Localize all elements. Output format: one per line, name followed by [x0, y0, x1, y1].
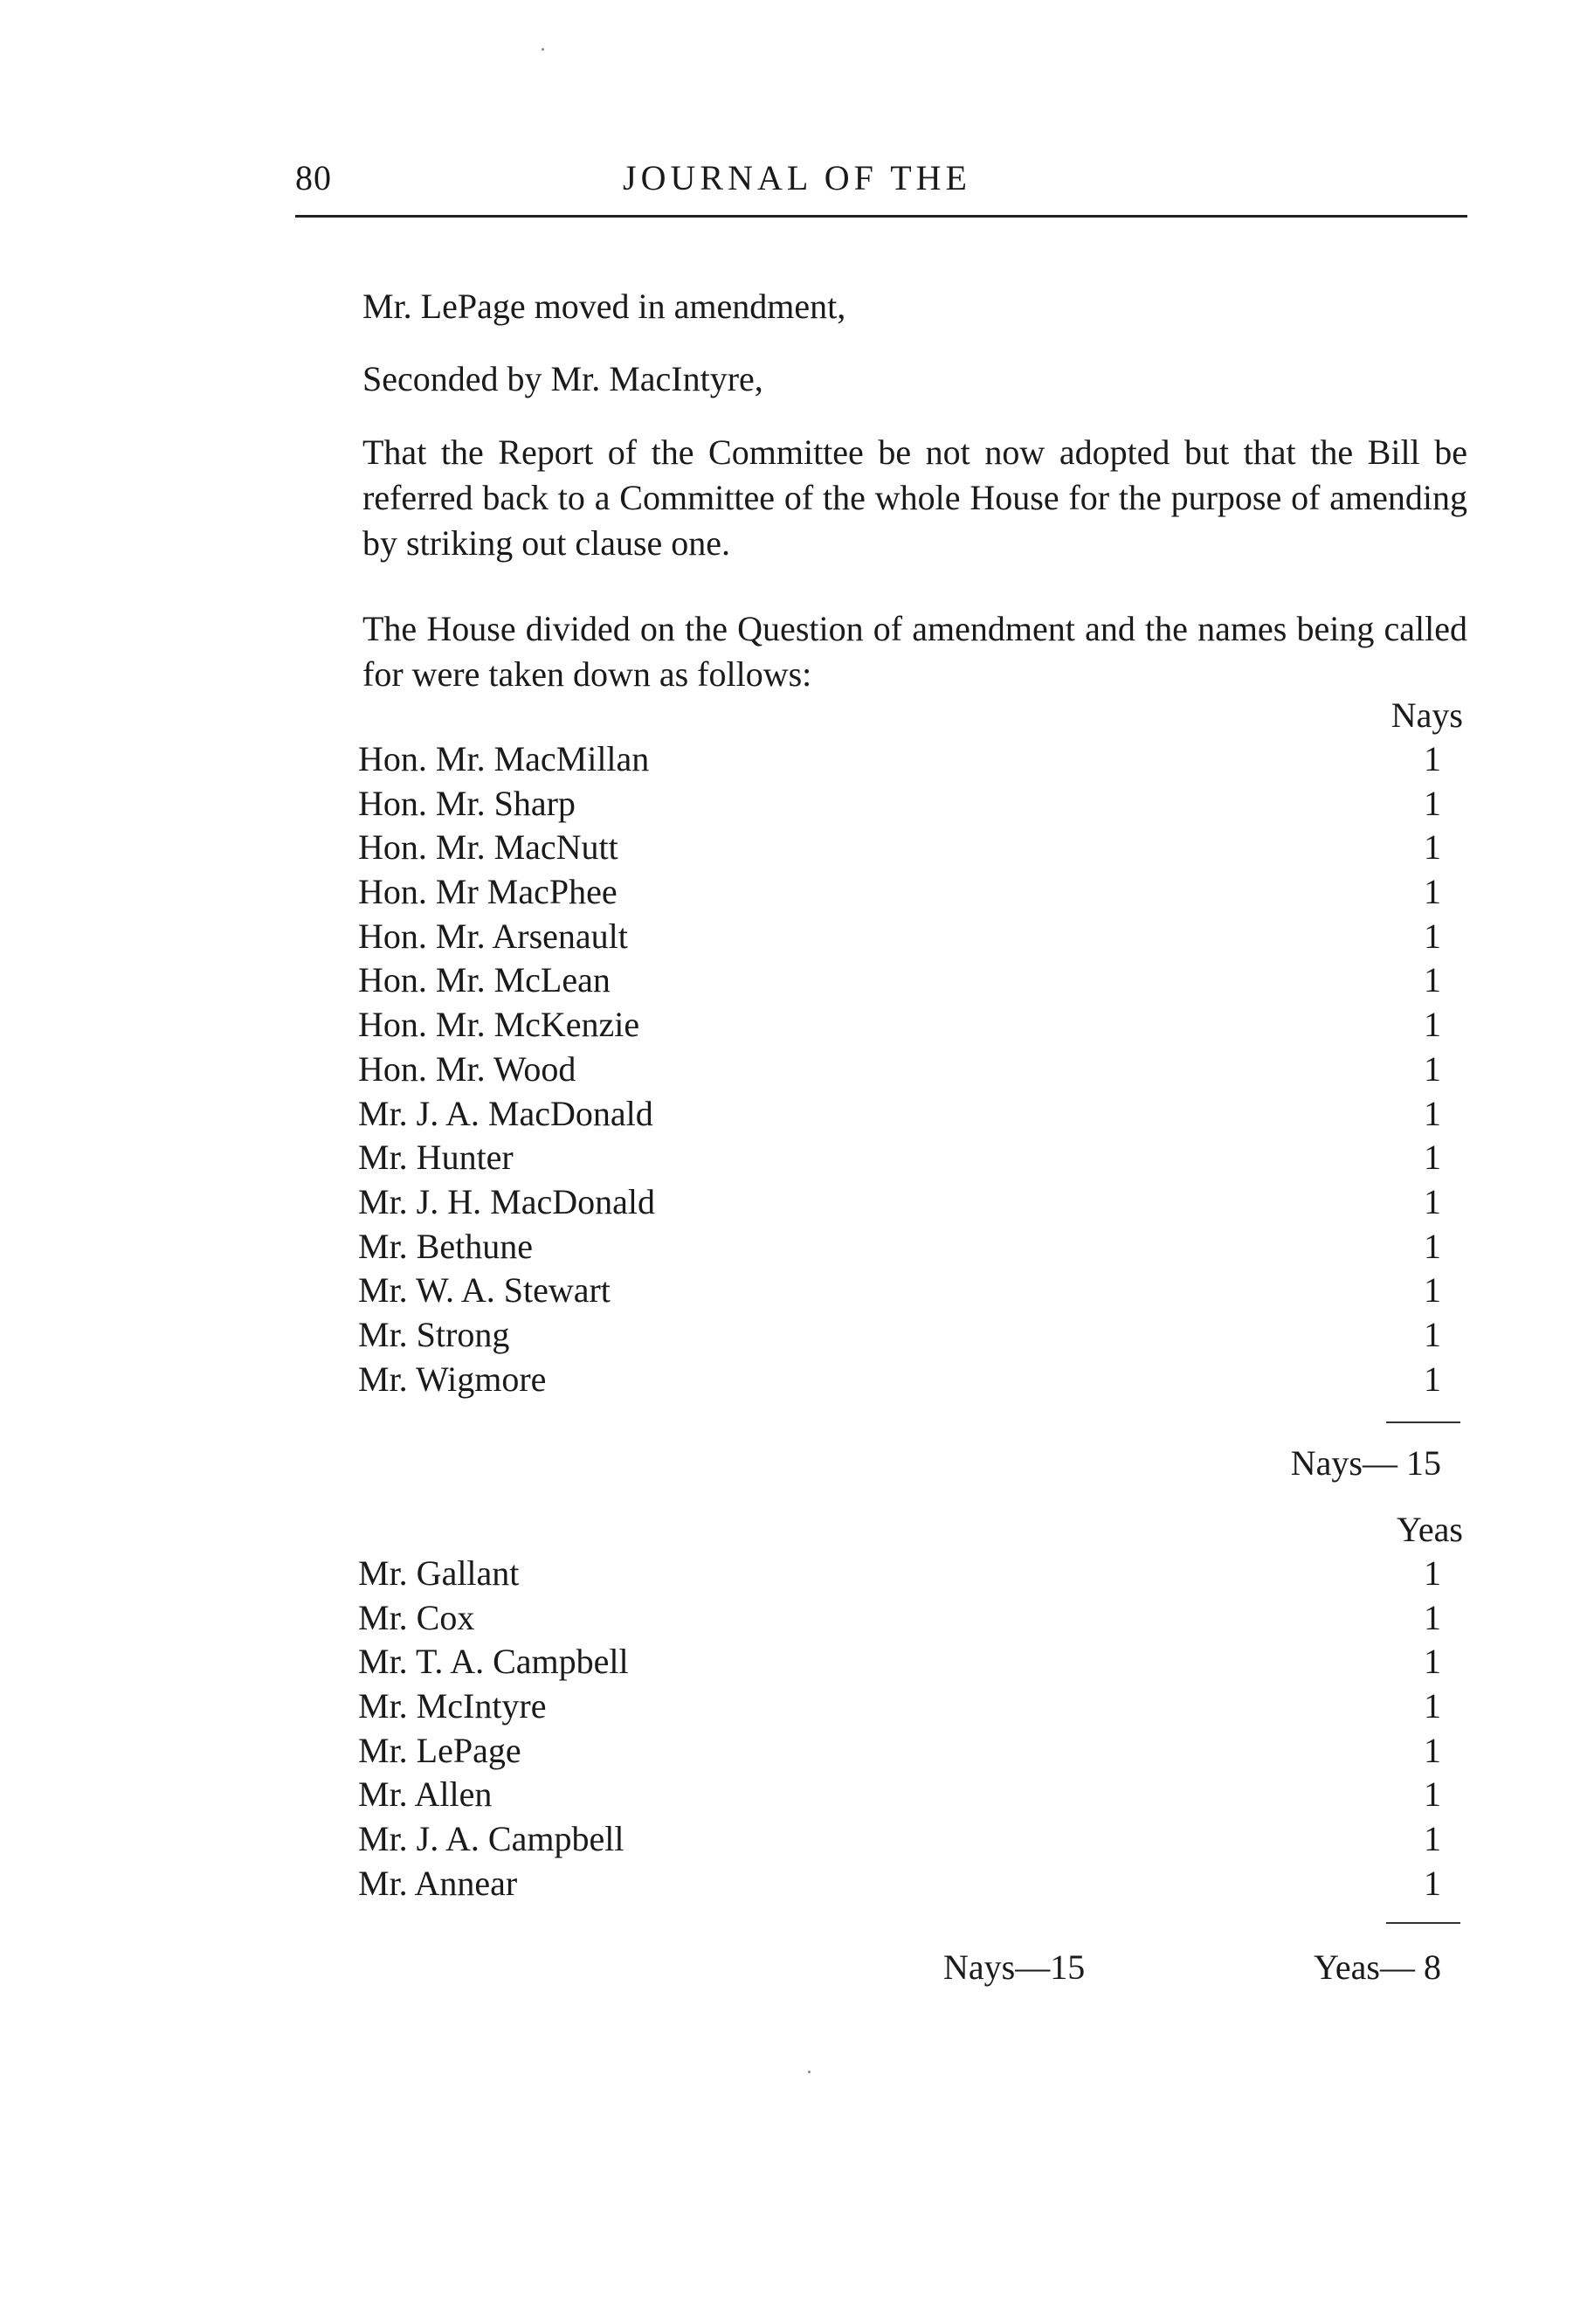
- member-name: Mr. Strong: [358, 1314, 510, 1354]
- yea-row: [358, 1552, 1441, 1596]
- yeas-list: [358, 1552, 1441, 1906]
- vote-mark: 1: [1424, 916, 1441, 956]
- member-name: Mr. Allen: [358, 1774, 493, 1815]
- division-paragraph: [295, 606, 1467, 697]
- final-yeas-total: Yeas— 8: [1314, 1947, 1441, 1987]
- vote-mark: 1: [1424, 1005, 1441, 1045]
- yea-row: [358, 1684, 1441, 1729]
- vote-mark: 1: [1424, 1597, 1441, 1637]
- vote-mark: 1: [1424, 1774, 1441, 1815]
- member-name: Hon. Mr. McLean: [358, 960, 611, 1000]
- member-name: Hon. Mr. McKenzie: [358, 1005, 640, 1045]
- resolution-paragraph: [295, 430, 1467, 566]
- member-name: Hon. Mr. Sharp: [358, 783, 576, 823]
- member-name: Hon. Mr. MacMillan: [358, 739, 650, 778]
- member-name: Mr. W. A. Stewart: [358, 1270, 611, 1311]
- member-name: Mr. Cox: [358, 1597, 475, 1637]
- vote-mark: 1: [1424, 783, 1441, 823]
- division-text: The House divided on the Question of amendment and the names being called for were taken down as follows:: [362, 609, 1467, 694]
- vote-mark: 1: [1424, 960, 1441, 1000]
- nay-row: [358, 870, 1441, 915]
- vote-mark: 1: [1424, 1181, 1441, 1221]
- member-name: Hon. Mr. MacNutt: [358, 827, 618, 868]
- member-name: Hon. Mr. Wood: [358, 1048, 576, 1089]
- resolution-text: That the Report of the Committee be not now adopted but that the Bill be referred back to a Committee of the whole House for the purpose of amending by striking out clause one.: [362, 432, 1467, 563]
- nay-row: [358, 826, 1441, 870]
- motion-paragraph: Mr. LePage moved in amendment,: [362, 287, 846, 326]
- vote-mark: 1: [1424, 1138, 1441, 1178]
- vote-mark: 1: [1424, 1359, 1441, 1399]
- header-rule: [295, 215, 1467, 218]
- vote-mark: 1: [1424, 1730, 1441, 1770]
- nays-list: [358, 737, 1441, 1401]
- vote-mark: 1: [1424, 872, 1441, 912]
- yea-row: [358, 1773, 1441, 1817]
- member-name: Mr. J. H. MacDonald: [358, 1181, 655, 1221]
- nay-row: [358, 1358, 1441, 1402]
- member-name: Mr. Gallant: [358, 1553, 520, 1593]
- nays-sum-rule: [1386, 1421, 1460, 1423]
- vote-mark: 1: [1424, 1314, 1441, 1354]
- nay-row: [358, 1313, 1441, 1358]
- scan-speck: [542, 48, 544, 51]
- yeas-heading: Yeas: [1397, 1510, 1463, 1549]
- member-name: Mr. Bethune: [358, 1226, 533, 1266]
- member-name: Mr. J. A. Campbell: [358, 1819, 624, 1859]
- nay-row: [358, 1003, 1441, 1048]
- vote-mark: 1: [1424, 1642, 1441, 1682]
- vote-mark: 1: [1424, 827, 1441, 868]
- member-name: Hon. Mr. Arsenault: [358, 916, 628, 956]
- member-name: Mr. J. A. MacDonald: [358, 1093, 653, 1133]
- nay-row: [358, 1136, 1441, 1180]
- vote-mark: 1: [1424, 1048, 1441, 1089]
- running-title: JOURNAL OF THE: [623, 158, 971, 197]
- member-name: Mr. LePage: [358, 1730, 521, 1770]
- nay-row: [358, 1225, 1441, 1269]
- vote-mark: 1: [1424, 1226, 1441, 1266]
- nay-row: [358, 958, 1441, 1003]
- final-nays-total: Nays—15: [943, 1947, 1086, 1987]
- vote-mark: 1: [1424, 1270, 1441, 1311]
- member-name: Hon. Mr MacPhee: [358, 872, 618, 912]
- nay-row: [358, 1269, 1441, 1313]
- nays-heading: Nays: [1390, 695, 1463, 735]
- vote-mark: 1: [1424, 1863, 1441, 1903]
- yea-row: [358, 1862, 1441, 1906]
- scan-speck: [808, 2071, 811, 2073]
- yeas-sum-rule: [1386, 1922, 1460, 1924]
- vote-mark: 1: [1424, 1093, 1441, 1133]
- yea-row: [358, 1596, 1441, 1641]
- member-name: Mr. McIntyre: [358, 1686, 547, 1726]
- vote-mark: 1: [1424, 1686, 1441, 1726]
- member-name: Mr. Hunter: [358, 1138, 514, 1178]
- nay-row: [358, 1048, 1441, 1092]
- yea-row: [358, 1729, 1441, 1774]
- member-name: Mr. Annear: [358, 1863, 518, 1903]
- yea-row: [358, 1640, 1441, 1684]
- nays-subtotal: Nays— 15: [1290, 1443, 1441, 1483]
- vote-mark: 1: [1424, 1819, 1441, 1859]
- nay-row: [358, 782, 1441, 827]
- member-name: Mr. T. A. Campbell: [358, 1642, 629, 1682]
- nay-row: [358, 1180, 1441, 1225]
- page-number: 80: [295, 158, 332, 197]
- nay-row: [358, 1092, 1441, 1137]
- seconded-paragraph: Seconded by Mr. MacIntyre,: [362, 359, 763, 398]
- vote-mark: 1: [1424, 1553, 1441, 1593]
- member-name: Mr. Wigmore: [358, 1359, 547, 1399]
- yea-row: [358, 1817, 1441, 1862]
- nay-row: [358, 915, 1441, 959]
- nay-row: [358, 737, 1441, 782]
- vote-mark: 1: [1424, 739, 1441, 778]
